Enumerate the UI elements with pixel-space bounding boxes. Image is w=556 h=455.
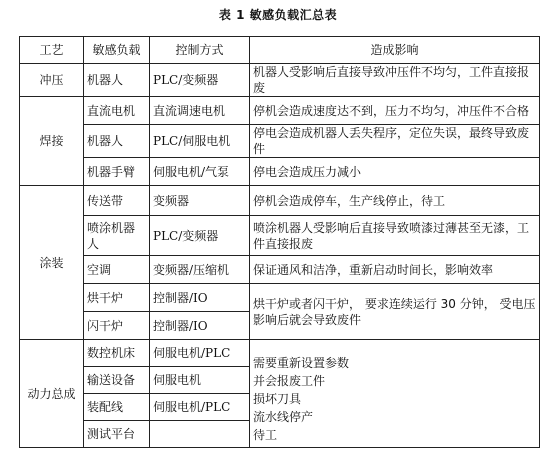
control-cell: 控制器/IO [150, 312, 250, 340]
process-cell: 动力总成 [20, 340, 84, 448]
load-cell: 空调 [84, 256, 150, 284]
table-row [20, 216, 540, 256]
load-cell: 机器人 [84, 125, 150, 158]
load-cell: 传送带 [84, 186, 150, 216]
load-cell: 闪干炉 [84, 312, 150, 340]
process-cell: 涂装 [20, 186, 84, 340]
sensitive-load-table [19, 36, 540, 448]
effect-line: 损坏刀具 [253, 392, 302, 406]
table-row [20, 340, 540, 367]
effect-cell: 停机会造成停车，生产线停止，待工 [250, 186, 540, 216]
control-cell: 变频器/压缩机 [150, 256, 250, 284]
control-cell: 伺服电机/PLC [150, 394, 250, 421]
control-cell: PLC/伺服电机 [150, 125, 250, 158]
load-cell: 机器人 [84, 64, 150, 97]
control-cell: 直流调速电机 [150, 97, 250, 125]
table-row [20, 158, 540, 186]
control-cell: 控制器/IO [150, 284, 250, 312]
effect-cell: 机器人受影响后直接导致冲压件不均匀，工件直接报废 [250, 64, 540, 97]
process-cell: 冲压 [20, 64, 84, 97]
effect-line: 流水线停产 [253, 410, 314, 424]
load-cell: 烘干炉 [84, 284, 150, 312]
table-row [20, 284, 540, 312]
control-cell: PLC/变频器 [150, 64, 250, 97]
load-cell: 喷涂机器人 [84, 216, 150, 256]
table-row [20, 125, 540, 158]
effect-cell: 停机会造成速度达不到，压力不均匀，冲压件不合格 [250, 97, 540, 125]
control-cell: PLC/变频器 [150, 216, 250, 256]
control-cell: 伺服电机/气泵 [150, 158, 250, 186]
header-row [20, 37, 540, 64]
header-control: 控制方式 [150, 37, 250, 64]
header-process: 工艺 [20, 37, 84, 64]
load-cell: 数控机床 [84, 340, 150, 367]
table-row [20, 64, 540, 97]
load-cell: 测试平台 [84, 421, 150, 448]
control-cell: 伺服电机/PLC [150, 340, 250, 367]
table-row [20, 256, 540, 284]
load-cell: 装配线 [84, 394, 150, 421]
header-effect: 造成影响 [250, 37, 540, 64]
header-load: 敏感负载 [84, 37, 150, 64]
effect-line: 并会报废工件 [253, 374, 326, 388]
load-cell: 直流电机 [84, 97, 150, 125]
effect-cell [250, 340, 540, 448]
effect-line: 待工 [253, 428, 278, 442]
control-cell: 伺服电机 [150, 367, 250, 394]
control-cell: 变频器 [150, 186, 250, 216]
table-caption: 表 1 敏感负载汇总表 [218, 8, 338, 22]
load-cell: 机器手臂 [84, 158, 150, 186]
effect-cell: 喷涂机器人受影响后直接导致喷漆过薄甚至无漆，工件直接报废 [250, 216, 540, 256]
load-cell: 输送设备 [84, 367, 150, 394]
effect-cell: 停电会造成压力减小 [250, 158, 540, 186]
control-cell [150, 421, 250, 448]
effect-cell: 停电会造成机器人丢失程序，定位失误，最终导致废件 [250, 125, 540, 158]
process-cell: 焊接 [20, 97, 84, 186]
effect-line: 需要重新设置参数 [253, 356, 350, 370]
effect-cell: 保证通风和洁净，重新启动时间长，影响效率 [250, 256, 540, 284]
table-row [20, 186, 540, 216]
table-row [20, 97, 540, 125]
effect-cell: 烘干炉或者闪干炉， 要求连续运行 30 分钟， 受电压影响后就会导致废件 [250, 284, 540, 340]
